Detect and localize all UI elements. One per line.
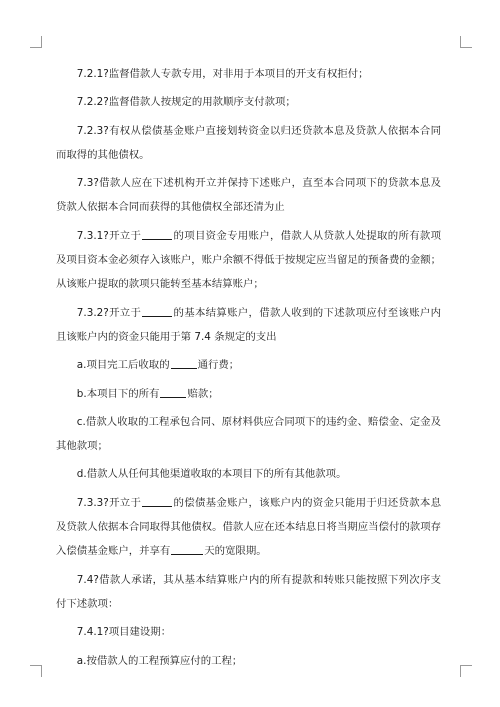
clause-7-2-2: 7.2.2?监督借款人按规定的用款顺序支付款项；	[76, 96, 296, 109]
item-a-construction: a.按借款人的工程预算应付的工程；	[76, 654, 243, 667]
item-d-other-funds: d.借款人从任何其他渠道收取的本项目下的所有其他款项。	[76, 468, 347, 481]
item-a-toll-fees: a.项目完工后收取的 通行费；	[76, 359, 240, 372]
blank-line	[142, 495, 172, 507]
clause-7-2-3: 7.2.3?有权从偿债基金账户直接划转资金以归还贷款本息及贷款人依据本合同而取得的其他债权。	[56, 124, 441, 161]
clause-7-2-1: 7.2.1?监督借款人专款专用，对非用于本项目的开支有权拒付；	[76, 68, 369, 80]
blank-line	[160, 386, 186, 398]
item-c-penalties: c.借款人收取的工程承包合同、原材料供应合同项下的违约金、赔偿金、定金及其他款项；	[56, 415, 441, 453]
clause-7-3: 7.3?借款人应在下述机构开立并保持下述账户，直至本合同项下的贷款本息及贷款人依据本合同而获得的其他债权全部还清为止	[56, 177, 441, 214]
blank-line	[171, 543, 203, 555]
blank-line	[142, 305, 172, 317]
crop-mark-top-right	[460, 36, 472, 48]
crop-mark-bottom-left	[30, 665, 42, 677]
clause-7-4: 7.4?借款人承诺，其从基本结算账户内的所有提款和转账只能按照下列次序支付下述款项：	[56, 573, 441, 610]
crop-mark-bottom-right	[460, 665, 472, 677]
clause-7-4-1: 7.4.1?项目建设期：	[76, 626, 172, 639]
blank-line	[142, 228, 172, 240]
clause-7-3-2: 7.3.2?开立于 的基本结算账户，借款人收到的下述款项应付至该账户内且该账户内的资金只能用于第 7.4 条规定的支出	[56, 306, 442, 343]
crop-mark-top-left	[30, 36, 42, 48]
clause-7-3-3: 7.3.3?开立于 的偿债基金账户，该账户内的资金只能用于归还贷款本息及贷款人依据本合同取得其他债权。借款人应在还本结息日将当期应当偿付的款项存入偿债基金账户，并享有 天的宽限期。	[56, 496, 442, 558]
document-body	[56, 62, 441, 677]
item-b-compensation: b.本项目下的所有 赔款；	[76, 387, 219, 400]
blank-line	[171, 357, 197, 369]
clause-7-3-1: 7.3.1?开立于 的项目资金专用账户，借款人从贷款人处提取的所有款项及项目资本金必须存入该账户，账户余额不得低于按规定应当留足的预备费的金额；从该账户提取的款项只能转至基本结算账户；	[56, 229, 442, 291]
